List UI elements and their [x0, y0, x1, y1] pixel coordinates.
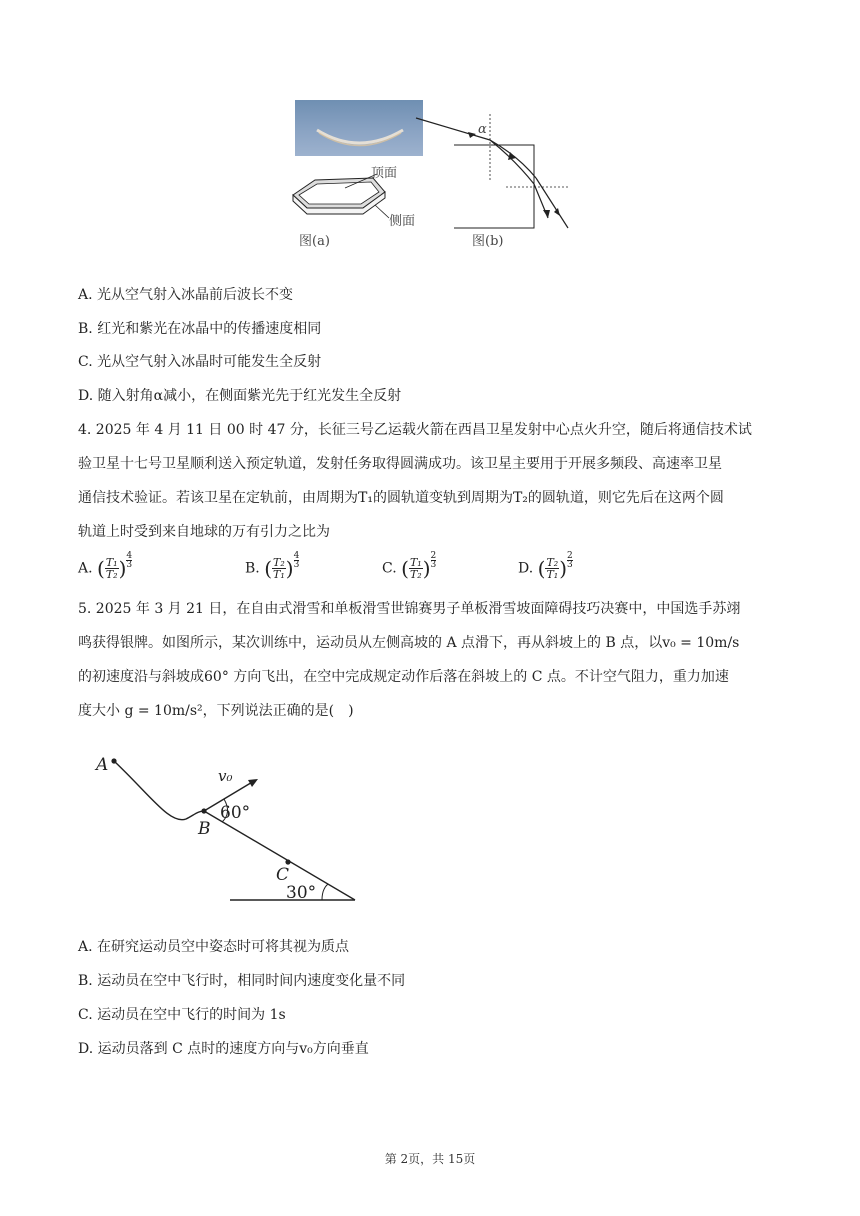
point-b-label: B [198, 819, 211, 839]
q3-option-d: D. 随入射角α减小，在侧面紫光先于红光发生全反射 [78, 388, 402, 404]
top-face-label: 顶面 [371, 166, 398, 181]
side-face-label: 侧面 [389, 214, 416, 229]
figure-a-label: 图(a) [299, 234, 330, 249]
q5-option-c: C. 运动员在空中飞行的时间为 1s [78, 1007, 286, 1023]
q5-line-1: 5. 2025 年 3 月 21 日，在自由式滑雪和单板滑雪世锦赛男子单板滑雪坡面障碍技巧决赛中，中国选手苏翊 [78, 601, 741, 617]
q4-line-1: 4. 2025 年 4 月 11 日 00 时 47 分，长征三号乙运载火箭在西昌卫星发射中心点火升空，随后将通信技术试 [78, 422, 752, 438]
slope-figure [90, 745, 370, 915]
figure-b [410, 100, 580, 250]
page-footer: 第 2页，共 15页 [384, 1152, 476, 1166]
alpha-label: α [478, 122, 487, 137]
q5-line-2: 鸣获得银牌。如图所示，某次训练中，运动员从左侧高坡的 A 点滑下，再从斜坡上的 B 点，以v₀ = 10m/s [78, 635, 740, 651]
q5-line-4: 度大小 g = 10m/s²，下列说法正确的是( ) [78, 703, 354, 719]
point-a-label: A [96, 755, 109, 775]
figure-b-label: 图(b) [472, 234, 504, 249]
refraction-diagram [410, 100, 580, 250]
q4-option-d: D. ( $\frac{\text{T₂}}{\text{T₁}}$ ) $\frac{2}{3}$ [518, 551, 573, 582]
point-c-label: C [276, 865, 290, 885]
q4-line-3: 通信技术验证。若该卫星在定轨前，由周期为T₁的圆轨道变轨到周期为T₂的圆轨道，则它先后在这两个圆 [78, 490, 724, 506]
q3-option-c: C. 光从空气射入冰晶时可能发生全反射 [78, 354, 322, 370]
q3-option-b: B. 红光和紫光在冰晶中的传播速度相同 [78, 321, 322, 337]
q4-option-c: C. ( $\frac{\text{T₁}}{\text{T₂}}$ ) $\frac{2}{3}$ [382, 551, 437, 582]
v0-label: v₀ [218, 767, 233, 785]
q4-line-2: 验卫星十七号卫星顺利送入预定轨道，发射任务取得圆满成功。该卫星主要用于开展多频段、高速率卫星 [78, 456, 722, 472]
q4-line-4: 轨道上时受到来自地球的万有引力之比为 [78, 524, 330, 540]
q5-line-3: 的初速度沿与斜坡成60° 方向飞出，在空中完成规定动作后落在斜坡上的 C 点。不计空气阻力，重力加速 [78, 669, 729, 685]
q5-option-b: B. 运动员在空中飞行时，相同时间内速度变化量不同 [78, 973, 406, 989]
q5-option-d: D. 运动员落到 C 点时的速度方向与v₀方向垂直 [78, 1041, 369, 1057]
q3-option-a: A. 光从空气射入冰晶前后波长不变 [78, 287, 294, 303]
q4-option-b: B. ( $\frac{\text{T₂}}{\text{T₁}}$ ) $\frac{4}{3}$ [245, 551, 300, 582]
q4-option-a: A. ( $\frac{\text{T₁}}{\text{T₂}}$ ) $\frac{4}{3}$ [78, 551, 133, 582]
q5-option-a: A. 在研究运动员空中姿态时可将其视为质点 [78, 939, 350, 955]
angle-60-label: 60° [220, 803, 251, 823]
angle-30-label: 30° [286, 883, 317, 903]
